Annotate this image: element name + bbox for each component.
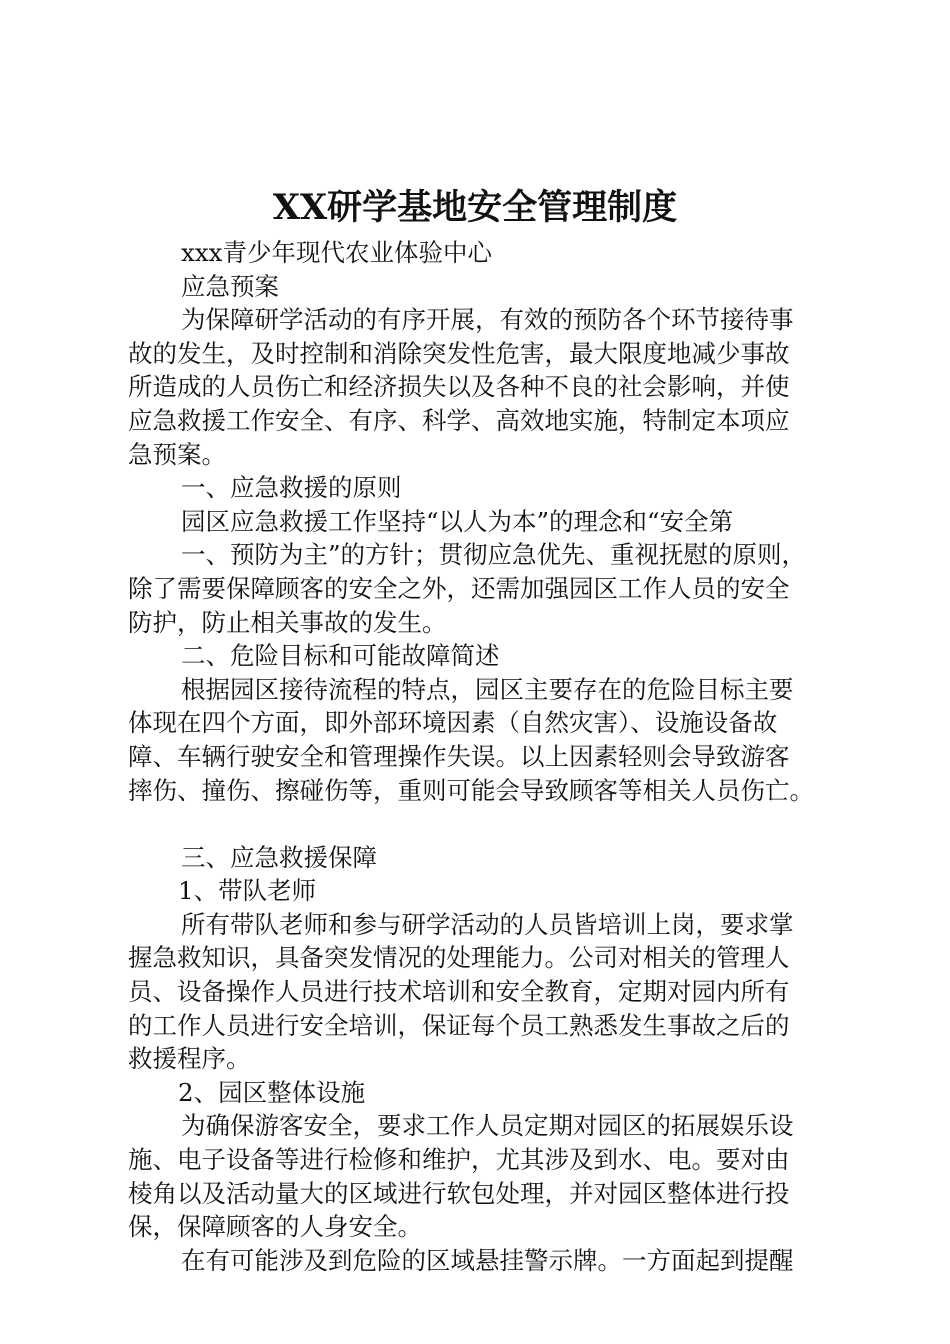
paragraph-line: 根据园区接待流程的特点，园区主要存在的危险目标主要 [181, 674, 794, 704]
paragraph-line: 所有带队老师和参与研学活动的人员皆培训上岗，要求掌 [181, 909, 794, 939]
paragraph-line: 园区应急救援工作坚持“以人为本”的理念和“安全第 [181, 506, 734, 536]
subsection-heading: 1、带队老师 [178, 876, 317, 906]
paragraph-line: 故的发生，及时控制和消除突发性危害，最大限度地减少事故 [128, 338, 790, 368]
paragraph-line: 一、预防为主”的方针；贯彻应急优先、重视抚慰的原则， [181, 540, 807, 570]
section-heading: 应急预案 [181, 271, 279, 301]
paragraph-line: 除了需要保障顾客的安全之外，还需加强园区工作人员的安全 [128, 573, 790, 603]
paragraph-line: 棱角以及活动量大的区域进行软包处理，并对园区整体进行投 [128, 1178, 790, 1208]
paragraph-line: 的工作人员进行安全培训，保证每个员工熟悉发生事故之后的 [128, 1010, 790, 1040]
paragraph-line: 为确保游客安全，要求工作人员定期对园区的拓展娱乐设 [181, 1111, 794, 1141]
paragraph-line: 救援程序。 [128, 1044, 251, 1074]
document-title: XX研学基地安全管理制度 [272, 187, 678, 228]
paragraph-line: 员、设备操作人员进行技术培训和安全教育，定期对园内所有 [128, 977, 790, 1007]
paragraph-line: 所造成的人员伤亡和经济损失以及各种不良的社会影响，并使 [128, 372, 790, 402]
paragraph-line: 握急救知识，具备突发情况的处理能力。公司对相关的管理人 [128, 943, 790, 973]
paragraph-line: 防护，防止相关事故的发生。 [128, 607, 447, 637]
document-body [128, 236, 844, 1277]
paragraph-line: 体现在四个方面，即外部环境因素（自然灾害）、设施设备故 [128, 708, 778, 738]
paragraph-line: 为保障研学活动的有序开展，有效的预防各个环节接待事 [181, 305, 794, 335]
organization-name: xxx青少年现代农业体验中心 [181, 238, 492, 267]
blank-line [128, 807, 844, 841]
paragraph-line: 应急救援工作安全、有序、科学、高效地实施，特制定本项应 [128, 405, 790, 435]
paragraph-line: 施、电子设备等进行检修和维护，尤其涉及到水、电。要对由 [128, 1145, 790, 1175]
paragraph-line: 急预案。 [128, 439, 226, 469]
subsection-heading: 2、园区整体设施 [178, 1077, 366, 1107]
paragraph-line: 在有可能涉及到危险的区域悬挂警示牌。一方面起到提醒 [181, 1245, 794, 1275]
section-heading: 一、应急救援的原则 [181, 473, 402, 503]
section-heading: 二、危险目标和可能故障简述 [181, 641, 500, 671]
paragraph-line: 保，保障顾客的人身安全。 [128, 1212, 422, 1242]
paragraph-line: 障、车辆行驶安全和管理操作失误。以上因素轻则会导致游客 [128, 741, 790, 771]
paragraph-line: 摔伤、撞伤、擦碰伤等，重则可能会导致顾客等相关人员伤亡。 [128, 775, 814, 805]
section-heading: 三、应急救援保障 [181, 842, 377, 872]
